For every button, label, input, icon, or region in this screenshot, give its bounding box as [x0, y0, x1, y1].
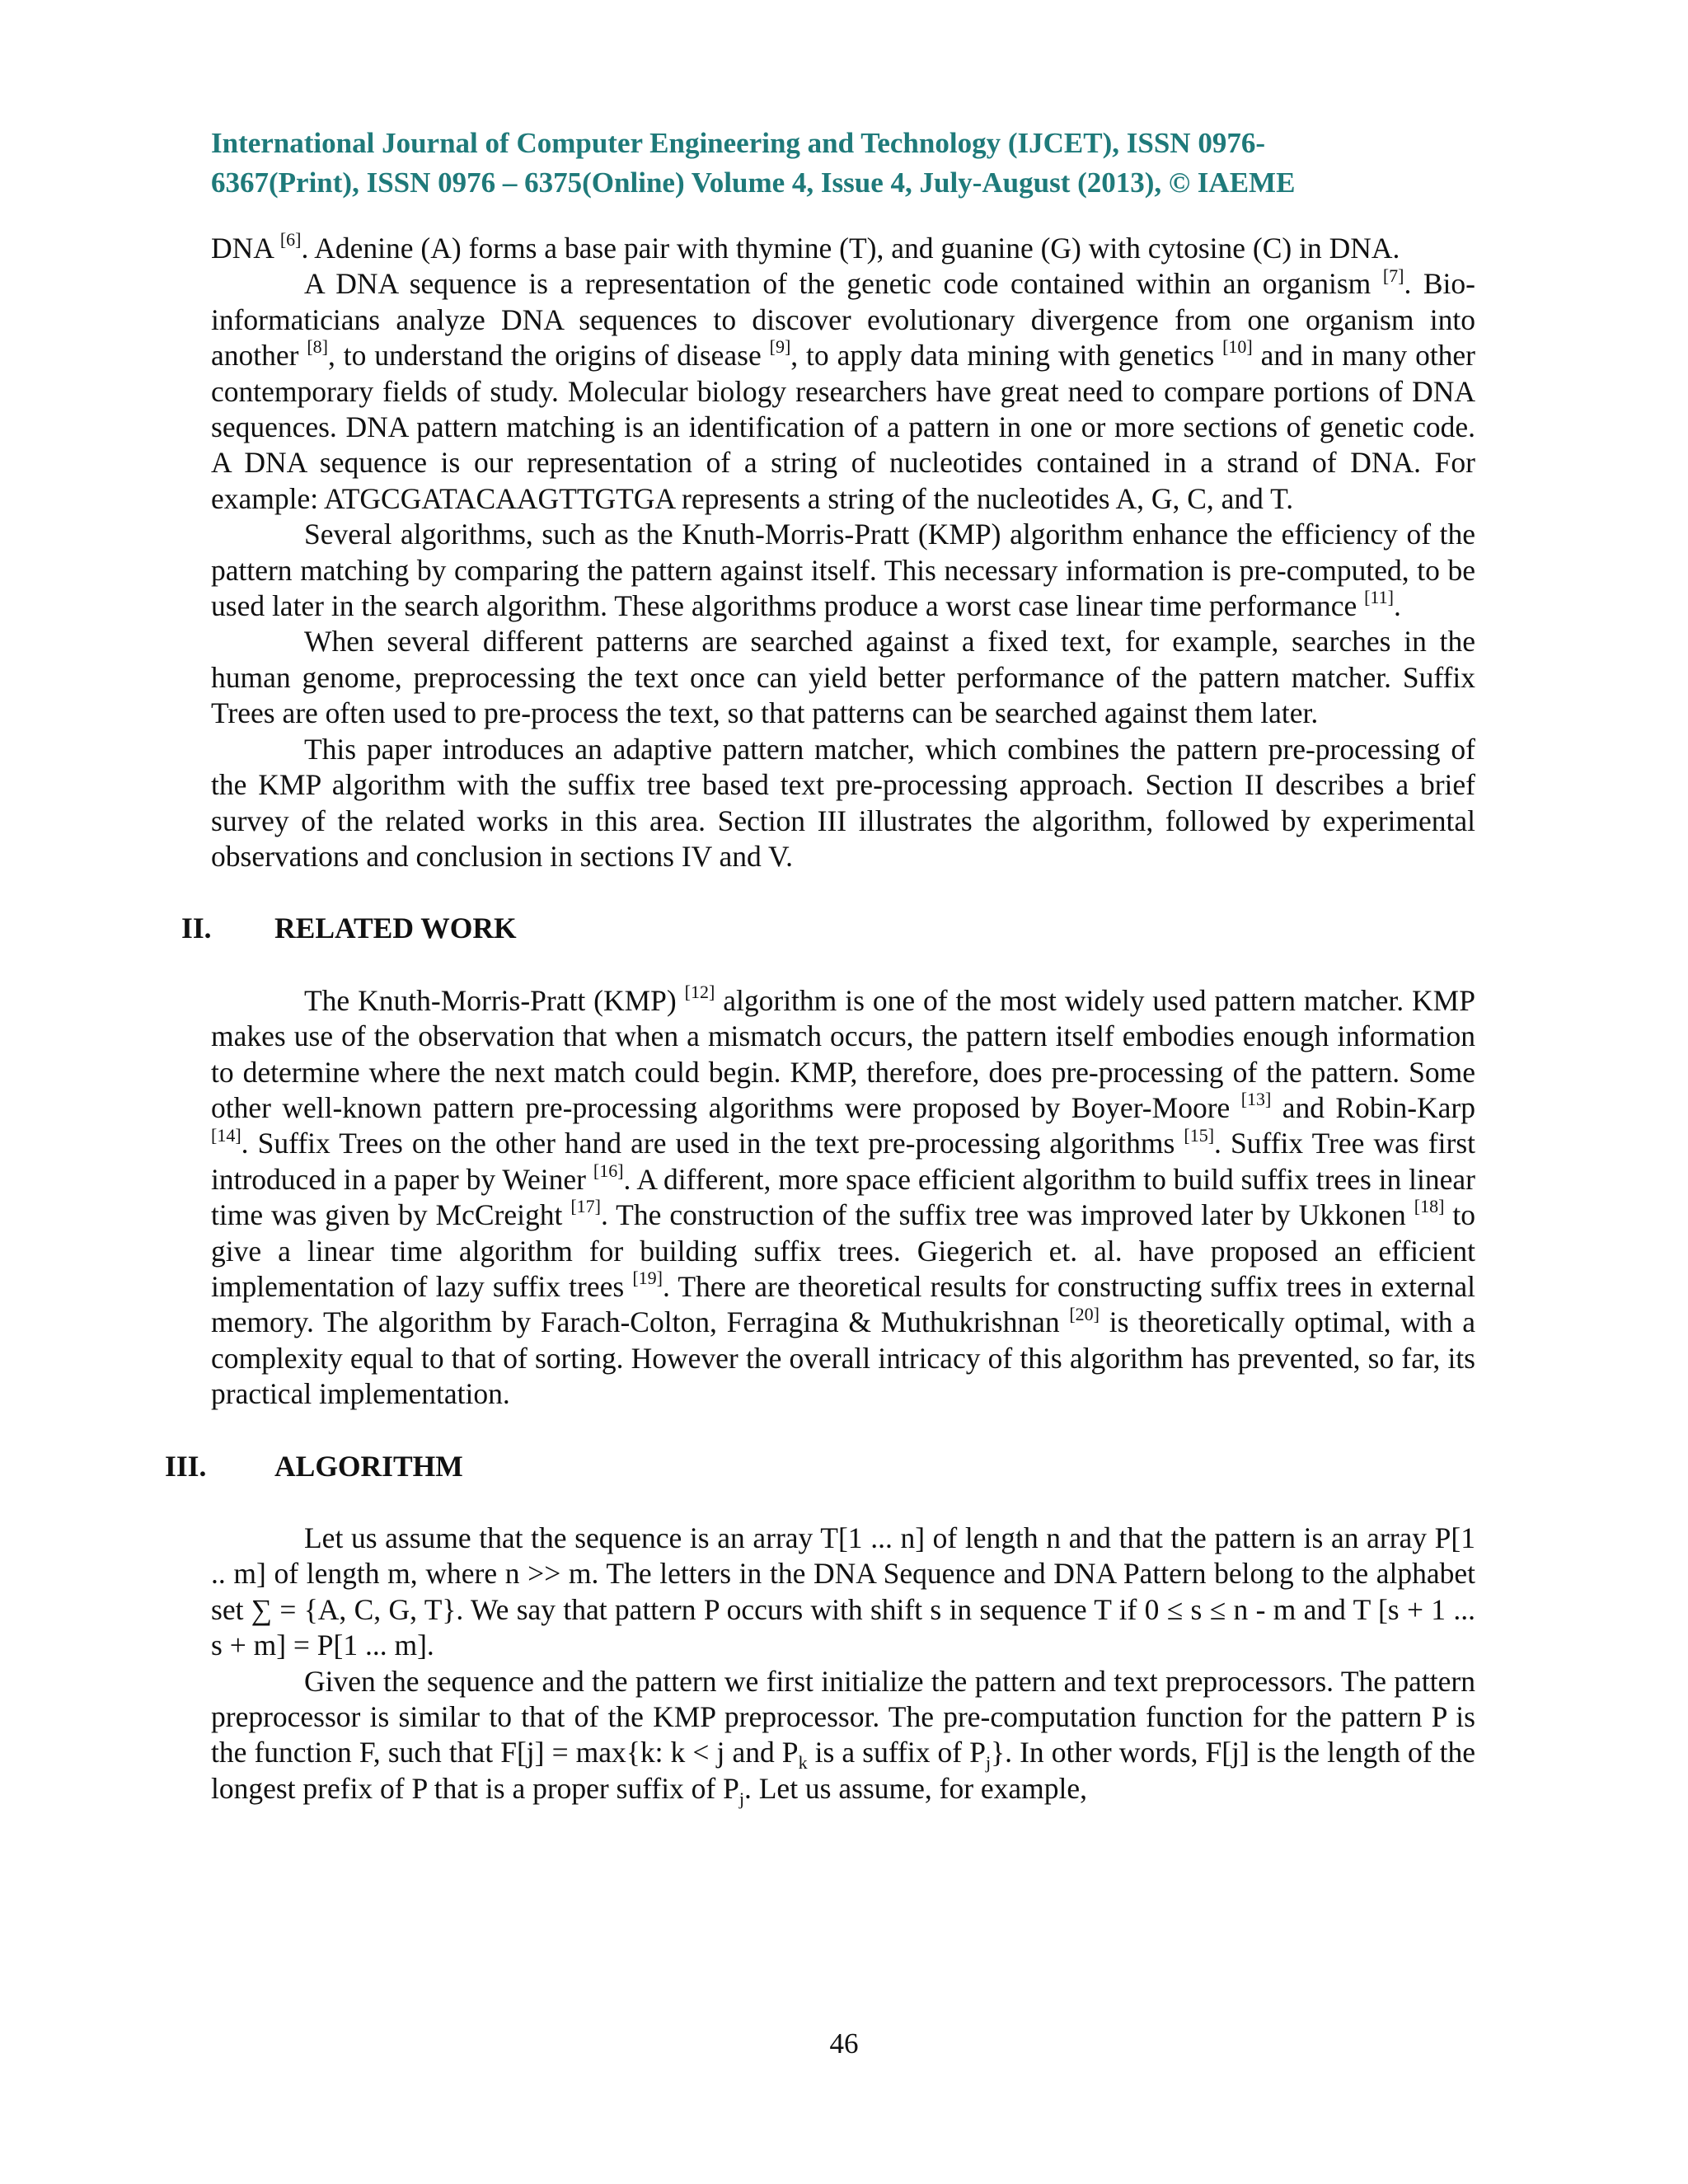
- section-title: ALGORITHM: [274, 1449, 463, 1483]
- citation-18: [18]: [1414, 1196, 1445, 1217]
- section-number: III.: [165, 1449, 207, 1483]
- paragraph-kmp-intro: Several algorithms, such as the Knuth-Morris-Pratt (KMP) algorithm enhance the efficiency of the pattern matching by comparing the pattern against itself. This necessary information is pre-computed, to be used later in the search algorithm. These algorithms produce a worst case linear time performance [11].: [211, 518, 1475, 623]
- article-body: [165, 229, 1476, 1809]
- citation-17: [17]: [570, 1196, 601, 1217]
- subscript-k: k: [798, 1752, 808, 1774]
- journal-header-line-2: 6367(Print), ISSN 0976 – 6375(Online) Volume 4, Issue 4, July-August (2013), © IAEME: [211, 166, 1296, 199]
- section-heading-algorithm: [165, 1449, 1475, 1484]
- page-number: 46: [829, 2027, 859, 2060]
- paragraph-algorithm-definitions: Let us assume that the sequence is an array T[1 ... n] of length n and that the pattern is an array P[1 .. m] of length m, where n >> m. The letters in the DNA Sequence and DNA Pattern belong to the alphabet set ∑ = {A, C, G, T}. We say that pattern P occurs with shift s in sequence T if 0 ≤ s ≤ n - m and T [s + 1 ... s + m] = P[1 ... m].: [211, 1521, 1475, 1662]
- citation-16: [16]: [593, 1160, 624, 1181]
- paragraph-dna-base-pairs: DNA [6]. Adenine (A) forms a base pair with thymine (T), and guanine (G) with cytosine (C) in DNA.: [211, 229, 1400, 265]
- citation-9: [9]: [769, 336, 791, 358]
- citation-12: [12]: [684, 981, 715, 1002]
- citation-8: [8]: [307, 336, 329, 358]
- citation-6: [6]: [279, 229, 302, 251]
- subscript-j: j: [738, 1788, 744, 1809]
- citation-19: [19]: [632, 1268, 663, 1289]
- section-heading-related-work: [181, 911, 1475, 946]
- citation-20: [20]: [1069, 1303, 1100, 1324]
- paragraph-suffix-trees: When several different patterns are searched against a fixed text, for example, searches in the human genome, preprocessing the text once can yield better performance of the pattern matcher. Suffix Trees are often used to pre-process the text, so that patterns can be searched against them later.: [211, 625, 1475, 730]
- citation-13: [13]: [1240, 1089, 1272, 1110]
- section-number: II.: [181, 912, 212, 945]
- paragraph-related-work: The Knuth-Morris-Pratt (KMP) [12] algorithm is one of the most widely used pattern matcher. KMP makes use of the observation that when a mismatch occurs, the pattern itself embodies enough information to determine where the next match could begin. KMP, therefore, does pre-processing of the pattern. Some other well-known pattern pre-processing algorithms were proposed by Boyer-Moore [13] and Robin-Karp [14]. Suffix Trees on the other hand are used in the text pre-processing algorithms [15]. Suffix Tree was first introduced in a paper by Weiner [16]. A different, more space efficient algorithm to build suffix trees in linear time was given by McCreight [17]. The construction of the suffix tree was improved later by Ukkonen [18] to give a linear time algorithm for building suffix trees. Giegerich et. al. have proposed an efficient implementation of lazy suffix trees [19]. There are theoretical results for constructing suffix trees in external memory. The algorithm by Farach-Colton, Ferragina & Muthukrishnan [20] is theoretically optimal, with a complexity equal to that of sorting. However the overall intricacy of this algorithm has prevented, so far, its practical implementation.: [211, 981, 1476, 1411]
- journal-header-line-1: International Journal of Computer Engineering and Technology (IJCET), ISSN 0976-: [211, 127, 1265, 159]
- section-title: RELATED WORK: [274, 912, 517, 945]
- paragraph-paper-outline: This paper introduces an adaptive pattern matcher, which combines the pattern pre-processing of the KMP algorithm with the suffix tree based text pre-processing approach. Section II describes a brief survey of the related works in this area. Section III illustrates the algorithm, followed by experimental observations and conclusion in sections IV and V.: [211, 732, 1475, 873]
- journal-header: [211, 124, 1475, 203]
- citation-10: [10]: [1222, 336, 1253, 358]
- paragraph-dna-sequence: A DNA sequence is a representation of the genetic code contained within an organism [7]. Bio-informaticians analyze DNA sequences to discover evolutionary divergence from one organism into another [8], to understand the origins of disease [9], to apply data mining with genetics [10] and in many other contemporary fields of study. Molecular biology researchers have great need to compare portions of DNA sequences. DNA pattern matching is an identification of a pattern in one or more sections of genetic code. A DNA sequence is our representation of a string of nucleotides contained in a strand of DNA. For example: ATGCGATACAAGTTGTGA represents a string of the nucleotides A, G, C, and T.: [211, 265, 1476, 515]
- citation-7: [7]: [1382, 265, 1404, 286]
- citation-15: [15]: [1184, 1124, 1215, 1146]
- paragraph-preprocessing: Given the sequence and the pattern we first initialize the pattern and text preprocessors. The pattern preprocessor is similar to that of the KMP preprocessor. The pre-computation function for the pattern P is the function F, such that F[j] = max{k: k < j and $P_k$ is a suffix of $P_j$}. In other words, F[j] is the length of the longest prefix of P that is a proper suffix of $P_j$. Let us assume, for example,: [211, 1664, 1475, 1809]
- subscript-j: j: [985, 1752, 992, 1774]
- citation-11: [11]: [1364, 587, 1394, 608]
- citation-14: [14]: [211, 1124, 241, 1146]
